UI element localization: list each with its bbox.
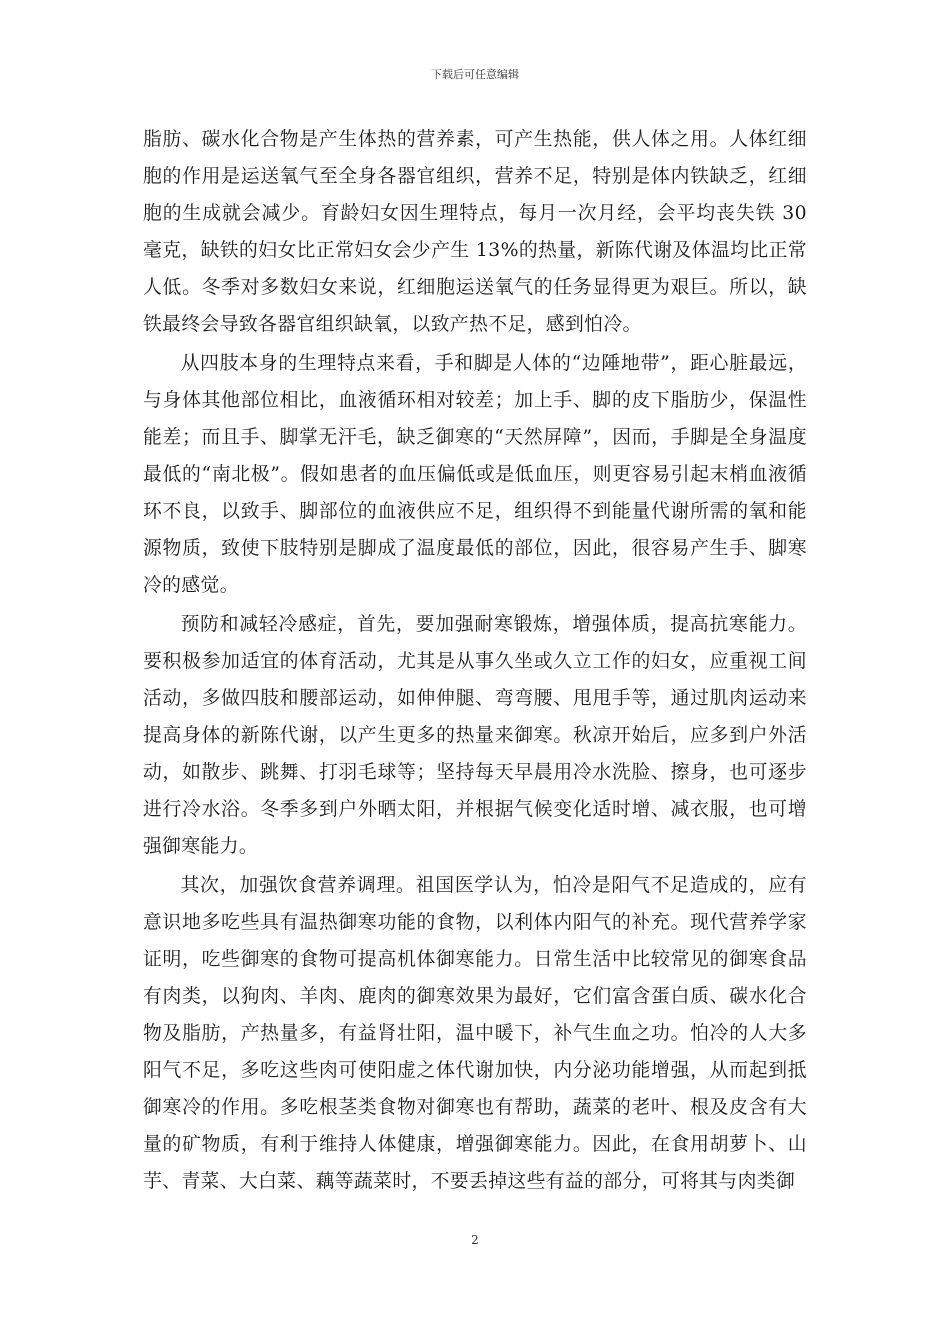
page-header: 下载后可任意编辑 (431, 68, 519, 81)
paragraph-continuation: 脂肪、碳水化合物是产生体热的营养素，可产生热能，供人体之用。人体红细胞的作用是运送氧气至全身各器官组织，营养不足，特别是体内铁缺乏，红细胞的生成就会减少。育龄妇女因生理特点，每月一次月经，会平均丧失铁 30 毫克，缺铁的妇女比正常妇女会少产生 13%的热量，新陈代谢及体温均比正常人低。冬季对多数妇女来说，红细胞运送氧气的任务显得更为艰巨。所以，缺铁最终会导致各器官组织缺氧，以致产热不足，感到怕冷。 (143, 129, 807, 335)
paragraph-diet: 其次，加强饮食营养调理。祖国医学认为，怕冷是阳气不足造成的，应有意识地多吃些具有温热御寒功能的食物，以利体内阳气的补充。现代营养学家证明，吃些御寒的食物可提高机体御寒能力。日常生活中比较常见的御寒食品有肉类，以狗肉、羊肉、鹿肉的御寒效果为最好，它们富含蛋白质、碳水化合物及脂肪，产热量多，有益肾壮阳，温中暖下，补气生血之功。怕冷的人大多阳气不足，多吃这些肉可使阳虚之体代谢加快，内分泌功能增强，从而起到抵御寒冷的作用。多吃根茎类食物对御寒也有帮助，蔬菜的老叶、根及皮含有大量的矿物质，有利于维持人体健康，增强御寒能力。因此，在食用胡萝卜、山芋、青菜、大白菜、藕等蔬菜时，不要丢掉这些有益的部分，可将其与肉类御 (143, 875, 807, 1192)
document-body (143, 121, 807, 1200)
paragraph-exercise: 预防和减轻冷感症，首先，要加强耐寒锻炼，增强体质，提高抗寒能力。要积极参加适宜的体育活动，尤其是从事久坐或久立工作的妇女，应重视工间活动，多做四肢和腰部运动，如伸伸腿、弯弯腰、甩甩手等，通过肌肉运动来提高身体的新陈代谢，以产生更多的热量来御寒。秋凉开始后，应多到户外活动，如散步、跳舞、打羽毛球等；坚持每天早晨用冷水洗脸、擦身，也可逐步进行冷水浴。冬季多到户外晒太阳，并根据气候变化适时增、减衣服，也可增强御寒能力。 (143, 614, 807, 857)
page-number: 2 (471, 1233, 479, 1247)
paragraph-limbs: 从四肢本身的生理特点来看，手和脚是人体的“边陲地带”，距心脏最远，与身体其他部位相比，血液循环相对较差；加上手、脚的皮下脂肪少，保温性能差；而且手、脚掌无汗毛，缺乏御寒的“天然屏障”，因而，手脚是全身温度最低的“南北极”。假如患者的血压偏低或是低血压，则更容易引起末梢血液循环不良，以致手、脚部位的血液供应不足，组织得不到能量代谢所需的氧和能源物质，致使下肢特别是脚成了温度最低的部位，因此，很容易产生手、脚寒冷的感觉。 (143, 353, 807, 596)
